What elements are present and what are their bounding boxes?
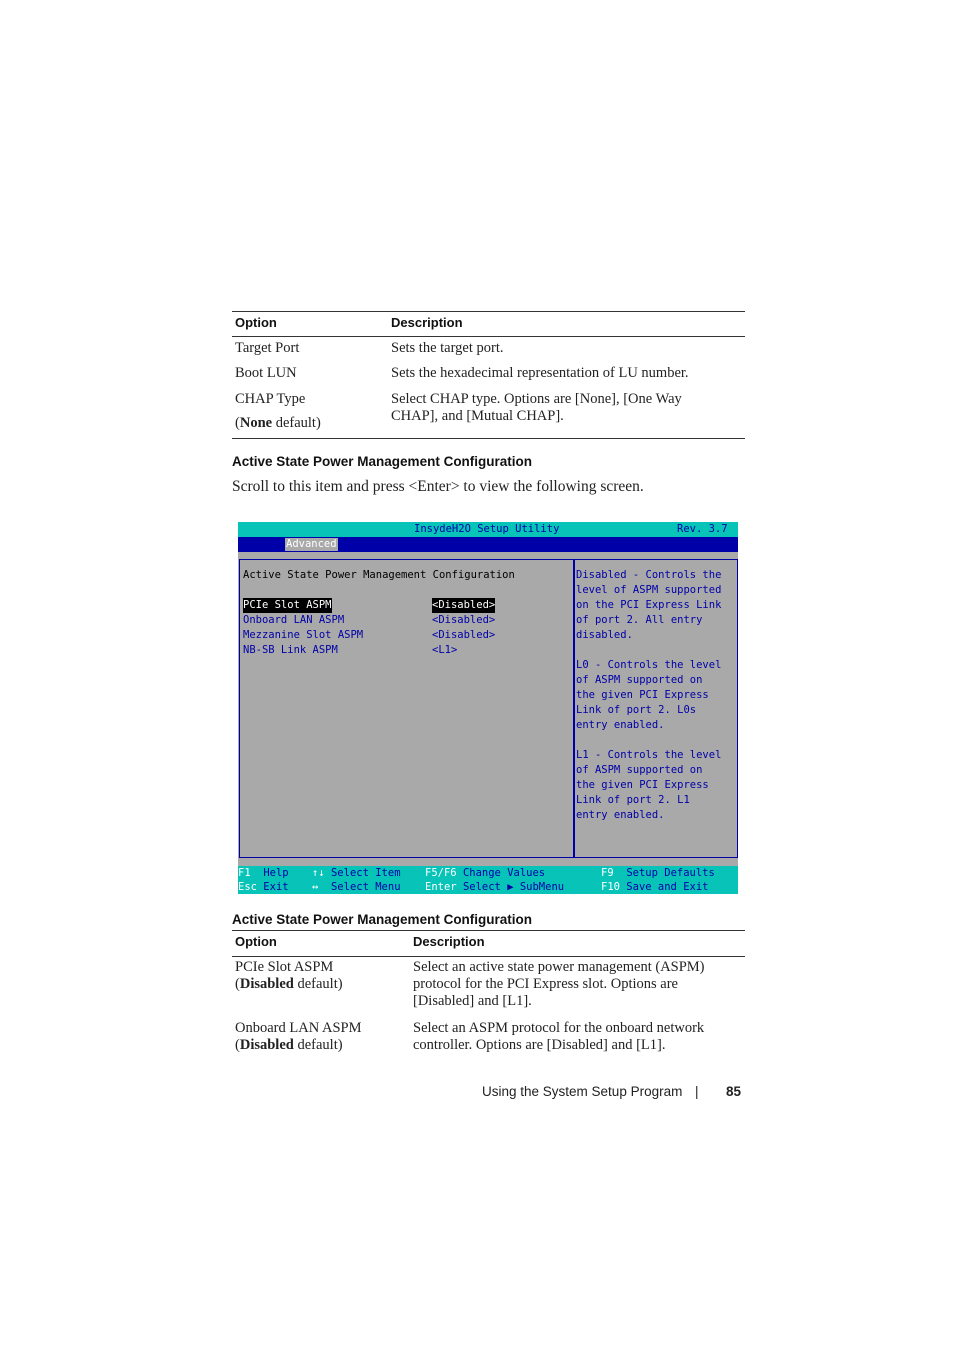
bios-item-nb-sb-link-aspm[interactable]: NB-SB Link ASPM xyxy=(243,644,338,656)
bios-title-bar xyxy=(238,522,738,537)
bios-main-panel xyxy=(239,559,575,858)
bios-revision: Rev. 3.7 xyxy=(677,523,728,535)
option-default: (Disabled default) xyxy=(235,1037,343,1053)
option-name: Onboard LAN ASPM xyxy=(235,1020,362,1036)
footer-chapter-title: Using the System Setup Program xyxy=(482,1084,683,1099)
bios-help-line: of ASPM supported on xyxy=(576,764,703,776)
option-name: Target Port xyxy=(235,340,300,356)
bios-item-onboard-lan-aspm[interactable]: Onboard LAN ASPM xyxy=(243,614,345,626)
bios-help-line: L1 - Controls the level xyxy=(576,749,722,761)
bios-help-line: the given PCI Express xyxy=(576,779,709,791)
key-enter-submenu: Enter Select ▶ SubMenu xyxy=(425,881,565,893)
option-name: Boot LUN xyxy=(235,365,297,381)
bios-help-line: Link of port 2. L1 xyxy=(576,794,690,806)
section-body: Scroll to this item and press <Enter> to view the following screen. xyxy=(232,478,644,495)
tab-advanced[interactable]: Advanced xyxy=(286,538,337,550)
bios-item-mezzanine-slot-aspm[interactable]: Mezzanine Slot ASPM xyxy=(243,629,364,641)
key-f5f6-change-values: F5/F6 Change Values xyxy=(425,867,546,879)
table-top-rule xyxy=(232,930,745,931)
bios-help-line: of port 2. All entry xyxy=(576,614,703,626)
option-description: Sets the hexadecimal representation of LU number. xyxy=(391,365,689,381)
section-title: Active State Power Management Configuration xyxy=(232,454,533,469)
column-header-option: Option xyxy=(235,315,277,330)
bios-setup-screen xyxy=(238,522,738,894)
key-esc-exit: Esc Exit xyxy=(238,881,289,893)
bios-help-panel xyxy=(573,559,738,858)
bios-help-line: level of ASPM supported xyxy=(576,584,722,596)
bios-value-mezzanine-slot-aspm[interactable]: <Disabled> xyxy=(432,629,496,641)
key-select-menu: ↔ Select Menu xyxy=(312,881,401,893)
key-f10-save-exit: F10 Save and Exit xyxy=(601,881,709,893)
table-top-rule xyxy=(232,311,745,312)
figure-caption: Active State Power Management Configuration xyxy=(232,912,533,927)
bios-help-line: Link of port 2. L0s xyxy=(576,704,697,716)
key-f9-setup-defaults: F9 Setup Defaults xyxy=(601,867,715,879)
key-f1-help: F1 Help xyxy=(238,867,289,879)
bios-help-line: on the PCI Express Link xyxy=(576,599,722,611)
option-description: Select an ASPM protocol for the onboard network controller. Options are [Disabled] and [L1]. xyxy=(413,1020,705,1053)
bios-help-line: Disabled - Controls the xyxy=(576,569,722,581)
key-select-item: ↑↓ Select Item xyxy=(312,867,401,879)
option-description: Sets the target port. xyxy=(391,340,504,356)
column-header-option: Option xyxy=(235,934,277,949)
option-name: PCIe Slot ASPM xyxy=(235,959,334,975)
option-name: CHAP Type xyxy=(235,391,306,407)
table-bottom-rule xyxy=(232,438,745,439)
option-default: (Disabled default) xyxy=(235,976,343,992)
bios-heading: Active State Power Management Configuration xyxy=(243,569,515,581)
bios-help-line: of ASPM supported on xyxy=(576,674,703,686)
bios-help-line: disabled. xyxy=(576,629,633,641)
bios-help-line: entry enabled. xyxy=(576,719,665,731)
bios-help-line: L0 - Controls the level xyxy=(576,659,722,671)
bios-item-pcie-slot-aspm[interactable]: PCIe Slot ASPM xyxy=(243,599,332,611)
page-number: 85 xyxy=(726,1084,742,1099)
option-description: Select an active state power management (ASPM) protocol for the PCI Express slot. Options are [Disabled] and [L1]. xyxy=(413,959,705,1009)
bios-help-line: the given PCI Express xyxy=(576,689,709,701)
bios-title: InsydeH2O Setup Utility xyxy=(414,523,560,535)
bios-value-pcie-slot-aspm[interactable]: <Disabled> xyxy=(432,599,496,611)
option-description: Select CHAP type. Options are [None], [One Way CHAP], and [Mutual CHAP]. xyxy=(391,391,682,424)
bios-value-nb-sb-link-aspm[interactable]: <L1> xyxy=(432,644,458,656)
bios-menu-bar xyxy=(238,537,738,552)
bios-help-line: entry enabled. xyxy=(576,809,665,821)
option-default: (None default) xyxy=(235,415,321,431)
footer-separator: | xyxy=(695,1084,699,1099)
bios-value-onboard-lan-aspm[interactable]: <Disabled> xyxy=(432,614,496,626)
column-header-description: Description xyxy=(413,934,485,949)
table-header-rule xyxy=(232,336,745,337)
table-header-rule xyxy=(232,956,745,957)
bios-key-legend xyxy=(238,866,738,894)
column-header-description: Description xyxy=(391,315,463,330)
